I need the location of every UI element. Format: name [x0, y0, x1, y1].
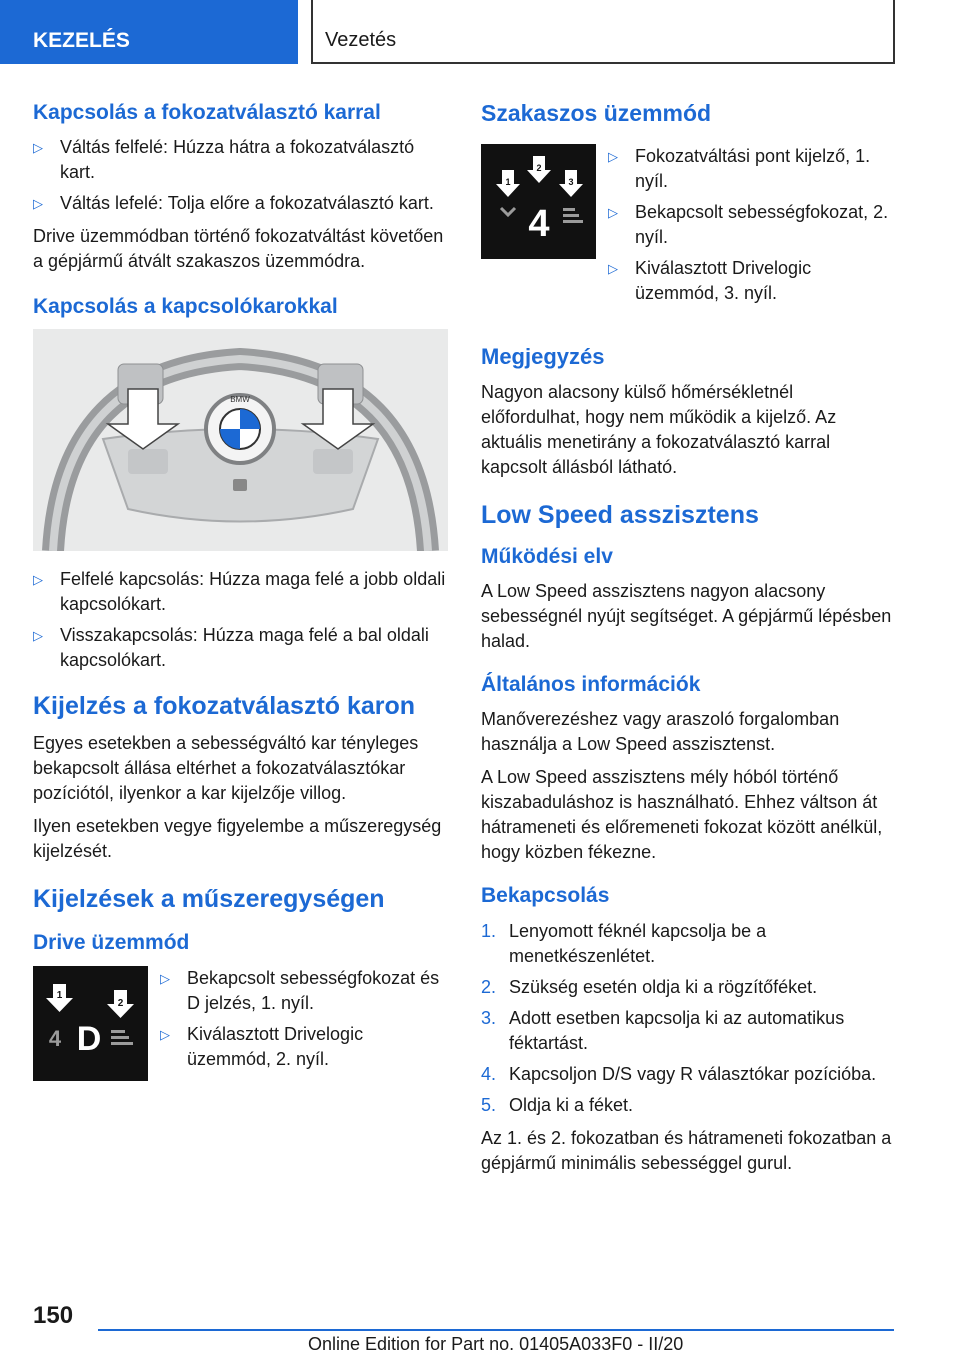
step-item: [481, 1062, 896, 1087]
step-text: Szükség esetén oldja ki a rögzítőféket.: [509, 976, 818, 997]
list-item: [608, 144, 896, 194]
list-item: [608, 200, 896, 250]
triangle-bullet-icon: ▷: [33, 140, 43, 156]
heading-general-info: Általános információk: [481, 673, 701, 697]
arrow-3-label: 3: [568, 176, 574, 187]
heading-low-speed-assistant: Low Speed asszisztens: [481, 500, 759, 529]
heading-note: Megjegyzés: [481, 343, 605, 369]
step-number: 5.: [481, 1094, 497, 1115]
heading-manual-mode: Szakaszos üzemmód: [481, 100, 712, 126]
list-gear-lever: [33, 135, 448, 216]
heading-paddles: Kapcsolás a kapcsolókarokkal: [33, 295, 338, 319]
triangle-bullet-icon: ▷: [33, 196, 43, 212]
paragraph-note: Nagyon alacsony külső hőmérsékletnél előfordulhat, hogy nem működik a kijelző. Az aktuális menetirány a fokozatválasztó karral kapcsolt állásból látható.: [481, 381, 837, 477]
logo-text: BMW: [230, 395, 250, 405]
paragraph-general-2: A Low Speed asszisztens mély hóból történő kiszabaduláshoz is használható. Ehhez váltson át hátrameneti és előremeneti fokozat között anélkül, hogy közben fékezne.: [481, 767, 883, 863]
gear-mode-letter: D: [76, 1019, 102, 1058]
heading-drive-mode: Drive üzemmód: [33, 931, 190, 955]
drive-mode-display: [33, 966, 148, 1081]
triangle-bullet-icon: ▷: [160, 970, 170, 986]
gear-number: 4: [528, 202, 550, 245]
list-manual-mode: [608, 144, 896, 312]
manual-mode-display: [481, 144, 596, 259]
list-item: [160, 966, 448, 1016]
step-item: [481, 1093, 896, 1118]
triangle-bullet-icon: ▷: [608, 260, 618, 276]
heading-activation: Bekapcsolás: [481, 884, 610, 908]
list-item-text: Bekapcsolt sebességfokozat és D jelzés, 1. nyíl.: [187, 967, 440, 1013]
step-number: 4.: [481, 1063, 497, 1084]
step-item: [481, 975, 896, 1000]
list-item: [608, 256, 896, 306]
list-item-text: Felfelé kapcsolás: Húzza maga felé a jobb oldali kapcsolókart.: [60, 569, 446, 615]
footer-divider: [98, 1329, 894, 1331]
list-item-text: Kiválasztott Drivelogic üzemmód, 2. nyíl.: [187, 1023, 364, 1069]
triangle-bullet-icon: ▷: [33, 572, 43, 588]
list-item: [33, 135, 448, 185]
step-text: Lenyomott féknél kapcsolja be a menetkészenlétet.: [509, 920, 767, 966]
steering-wheel-illustration: [33, 329, 448, 551]
step-number: 1.: [481, 920, 497, 941]
heading-principle: Működési elv: [481, 544, 613, 568]
arrow-2-label: 2: [117, 997, 124, 1009]
step-text: Oldja ki a féket.: [509, 1094, 634, 1115]
list-drive-mode: [160, 966, 448, 1078]
list-item: [33, 191, 448, 216]
list-item-text: Bekapcsolt sebességfokozat, 2. nyíl.: [635, 201, 889, 247]
gear-number: 4: [48, 1025, 62, 1051]
paragraph-lever-display: Egyes esetekben a sebességváltó kar tényleges bekapcsolt állása eltérhet a fokozatválasztókar pozíciótól, ilyenkor a kar kijelzője villog.: [33, 733, 419, 804]
step-text: Adott esetben kapcsolja ki az automatikus féktartást.: [509, 1007, 845, 1053]
arrow-1-label: 1: [56, 989, 63, 1001]
paragraph-principle: A Low Speed asszisztens nagyon alacsony sebességnél nyújt segítséget. A gépjármű lépésben halad.: [481, 581, 892, 652]
manual-mode-block: [481, 144, 896, 320]
footer-edition-text: Online Edition for Part no. 01405A033F0 - II/20: [308, 1334, 684, 1354]
triangle-bullet-icon: ▷: [33, 628, 43, 644]
activation-steps: [481, 919, 896, 1118]
paragraph-instrument-note: Ilyen esetekben vegye figyelembe a műszeregység kijelzését.: [33, 816, 442, 862]
list-item: [33, 567, 448, 617]
list-item: [160, 1022, 448, 1072]
heading-gear-lever-shift: Kapcsolás a fokozatválasztó karral: [33, 101, 381, 124]
drive-mode-block: [33, 966, 448, 1086]
step-number: 2.: [481, 976, 497, 997]
step-text: Kapcsoljon D/S vagy R választókar pozícióba.: [509, 1063, 877, 1084]
heading-lever-display: Kijelzés a fokozatválasztó karon: [33, 692, 416, 721]
list-item: [33, 623, 448, 673]
section-tab: KEZELÉS: [0, 0, 298, 64]
list-paddles: [33, 567, 448, 673]
list-item-text: Fokozatváltási pont kijelző, 1. nyíl.: [635, 145, 871, 191]
paragraph-general-1: Manőverezéshez vagy araszoló forgalomban használja a Low Speed asszisztenst.: [481, 709, 840, 755]
list-item-text: Kiválasztott Drivelogic üzemmód, 3. nyíl.: [635, 257, 812, 303]
list-item-text: Váltás lefelé: Tolja előre a fokozatválasztó kart.: [60, 193, 434, 214]
step-item: [481, 919, 896, 969]
triangle-bullet-icon: ▷: [160, 1026, 170, 1042]
left-column: [33, 100, 448, 1100]
manual-mode-display-graphic: [481, 144, 596, 259]
paragraph-conclusion: Az 1. és 2. fokozatban és hátrameneti fokozatban a gépjármű minimális sebességgel gurul.: [481, 1127, 892, 1173]
triangle-bullet-icon: ▷: [608, 204, 618, 220]
paragraph-drive-mode: Drive üzemmódban történő fokozatváltást követően a gépjármű átvált szakaszos üzemmódra.: [33, 226, 444, 272]
steering-wheel-figure: [33, 329, 448, 551]
arrow-1-label: 1: [505, 176, 511, 187]
right-column: [481, 100, 896, 1184]
page-number: 150: [33, 1302, 74, 1329]
list-item-text: Váltás felfelé: Húzza hátra a fokozatválasztó kart.: [60, 137, 415, 183]
triangle-bullet-icon: ▷: [608, 148, 618, 164]
list-item-text: Visszakapcsolás: Húzza maga felé a bal oldali kapcsolókart.: [60, 625, 429, 671]
step-item: [481, 1006, 896, 1056]
step-number: 3.: [481, 1007, 497, 1028]
drive-mode-display-graphic: [33, 966, 148, 1081]
chapter-title: Vezetés: [311, 0, 895, 64]
arrow-2-label: 2: [536, 162, 542, 173]
heading-instrument-displays: Kijelzések a műszeregységen: [33, 885, 385, 914]
